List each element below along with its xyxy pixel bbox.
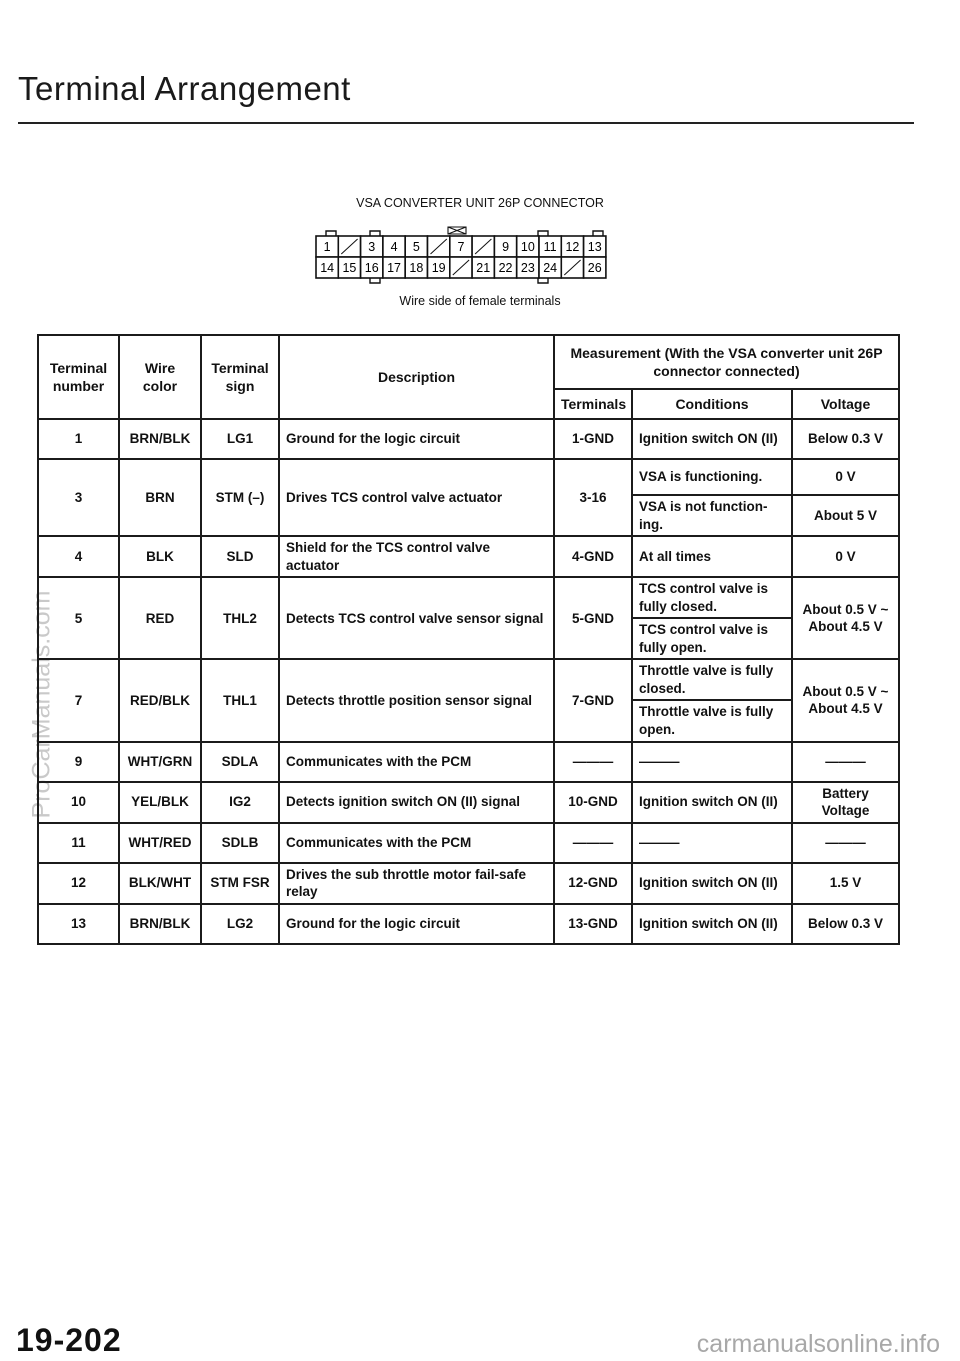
- table-row: [38, 536, 899, 577]
- terminal-sign-cell: LG2: [201, 904, 279, 944]
- terminal-label: 5: [412, 240, 420, 254]
- voltage-cell: About 0.5 V ~ About 4.5 V: [792, 577, 899, 659]
- description-cell: Communicates with the PCM: [279, 823, 554, 863]
- title-rule: [18, 122, 914, 124]
- voltage-cell: ———: [792, 742, 899, 782]
- wire-color-cell: RED: [119, 577, 201, 659]
- table-row: [38, 659, 899, 700]
- wire-color-cell: BLK/WHT: [119, 863, 201, 904]
- terminal-label: 14: [320, 261, 335, 275]
- terminal-table: [37, 334, 900, 945]
- table-row: [38, 782, 899, 823]
- condition-cell: TCS control valve is fully open.: [632, 618, 792, 659]
- watermark: ProCarManuals.com: [27, 590, 56, 819]
- terminal-label: 21: [476, 261, 491, 275]
- terminal-label: 3: [368, 240, 376, 254]
- header-measurement: Measurement (With the VSA converter unit 26P connector connected): [554, 335, 899, 389]
- voltage-cell: 0 V: [792, 536, 899, 577]
- terminal-number-cell: 11: [38, 823, 119, 863]
- terminal-label: 17: [387, 261, 402, 275]
- terminal-number-cell: 1: [38, 419, 119, 459]
- condition-cell: ———: [632, 742, 792, 782]
- page-number: 19-202: [16, 1322, 122, 1358]
- terminals-cell: ———: [554, 742, 632, 782]
- terminal-label: 26: [587, 261, 602, 275]
- footer-site: carmanualsonline.info: [696, 1330, 940, 1358]
- description-cell: Ground for the logic circuit: [279, 904, 554, 944]
- terminal-number-cell: 4: [38, 536, 119, 577]
- terminal-sign-cell: SDLA: [201, 742, 279, 782]
- terminal-label: 9: [502, 240, 510, 254]
- table-row: [38, 863, 899, 904]
- terminals-cell: 1-GND: [554, 419, 632, 459]
- condition-cell: VSA is not function-ing.: [632, 495, 792, 536]
- terminal-sign-cell: IG2: [201, 782, 279, 823]
- description-cell: Detects TCS control valve sensor signal: [279, 577, 554, 659]
- terminal-sign-cell: THL1: [201, 659, 279, 741]
- terminal-label: 4: [390, 240, 398, 254]
- header-description: Description: [279, 335, 554, 419]
- terminals-cell: 7-GND: [554, 659, 632, 741]
- voltage-cell: Battery Voltage: [792, 782, 899, 823]
- terminal-label: 12: [565, 240, 580, 254]
- condition-cell: Throttle valve is fully closed.: [632, 659, 792, 700]
- condition-cell: VSA is functioning.: [632, 459, 792, 495]
- terminal-number-cell: 10: [38, 782, 119, 823]
- condition-cell: Ignition switch ON (II): [632, 863, 792, 904]
- header-terminal-number: Terminal number: [38, 335, 119, 419]
- description-cell: Ground for the logic circuit: [279, 419, 554, 459]
- terminal-label: 11: [543, 240, 557, 254]
- terminal-label: 1: [323, 240, 331, 254]
- description-cell: Communicates with the PCM: [279, 742, 554, 782]
- terminal-number-cell: 9: [38, 742, 119, 782]
- description-cell: Drives the sub throttle motor fail-safe relay: [279, 863, 554, 904]
- terminal-sign-cell: LG1: [201, 419, 279, 459]
- description-cell: Shield for the TCS control valve actuator: [279, 536, 554, 577]
- table-row: [38, 419, 899, 459]
- header-voltage: Voltage: [792, 389, 899, 419]
- condition-cell: At all times: [632, 536, 792, 577]
- condition-cell: TCS control valve is fully closed.: [632, 577, 792, 618]
- header-terminals: Terminals: [554, 389, 632, 419]
- terminal-number-cell: 7: [38, 659, 119, 741]
- terminal-number-cell: 5: [38, 577, 119, 659]
- table-row: [38, 904, 899, 944]
- terminals-cell: ———: [554, 823, 632, 863]
- terminal-sign-cell: SDLB: [201, 823, 279, 863]
- condition-cell: Ignition switch ON (II): [632, 904, 792, 944]
- connector-title: VSA CONVERTER UNIT 26P CONNECTOR: [356, 196, 604, 210]
- terminals-cell: 3-16: [554, 459, 632, 536]
- connector-lock: [448, 227, 466, 234]
- terminal-sign-cell: SLD: [201, 536, 279, 577]
- terminal-label: 15: [342, 261, 357, 275]
- wire-color-cell: YEL/BLK: [119, 782, 201, 823]
- terminal-label: 18: [409, 261, 424, 275]
- table-row: [38, 577, 899, 618]
- description-cell: Drives TCS control valve actuator: [279, 459, 554, 536]
- voltage-cell: ———: [792, 823, 899, 863]
- description-cell: Detects ignition switch ON (II) signal: [279, 782, 554, 823]
- terminal-number-cell: 13: [38, 904, 119, 944]
- terminal-sign-cell: THL2: [201, 577, 279, 659]
- terminal-label: 13: [587, 240, 602, 254]
- condition-cell: Ignition switch ON (II): [632, 419, 792, 459]
- terminal-label: 23: [520, 261, 535, 275]
- wire-color-cell: BRN/BLK: [119, 904, 201, 944]
- terminal-label: 16: [364, 261, 379, 275]
- terminal-label: 22: [498, 261, 513, 275]
- terminal-label: 19: [431, 261, 446, 275]
- terminal-label: 24: [543, 261, 558, 275]
- table-row: [38, 459, 899, 495]
- connector-diagram: [314, 224, 614, 295]
- header-terminal-sign: Terminal sign: [201, 335, 279, 419]
- connector-subtitle: Wire side of female terminals: [399, 294, 561, 308]
- condition-cell: ———: [632, 823, 792, 863]
- table-row: [38, 742, 899, 782]
- voltage-cell: 1.5 V: [792, 863, 899, 904]
- description-cell: Detects throttle position sensor signal: [279, 659, 554, 741]
- header-conditions: Conditions: [632, 389, 792, 419]
- wire-color-cell: WHT/GRN: [119, 742, 201, 782]
- voltage-cell: Below 0.3 V: [792, 904, 899, 944]
- wire-color-cell: RED/BLK: [119, 659, 201, 741]
- voltage-cell: 0 V: [792, 459, 899, 495]
- wire-color-cell: BRN/BLK: [119, 419, 201, 459]
- voltage-cell: About 0.5 V ~ About 4.5 V: [792, 659, 899, 741]
- page-title: Terminal Arrangement: [18, 70, 351, 107]
- terminals-cell: 4-GND: [554, 536, 632, 577]
- table-row: [38, 823, 899, 863]
- condition-cell: Ignition switch ON (II): [632, 782, 792, 823]
- voltage-cell: Below 0.3 V: [792, 419, 899, 459]
- header-wire-color: Wire color: [119, 335, 201, 419]
- wire-color-cell: BRN: [119, 459, 201, 536]
- terminal-number-cell: 3: [38, 459, 119, 536]
- terminal-number-cell: 12: [38, 863, 119, 904]
- terminal-sign-cell: STM FSR: [201, 863, 279, 904]
- terminals-cell: 5-GND: [554, 577, 632, 659]
- terminals-cell: 10-GND: [554, 782, 632, 823]
- terminals-cell: 12-GND: [554, 863, 632, 904]
- terminal-sign-cell: STM (–): [201, 459, 279, 536]
- terminals-cell: 13-GND: [554, 904, 632, 944]
- terminal-label: 7: [457, 240, 465, 254]
- wire-color-cell: WHT/RED: [119, 823, 201, 863]
- condition-cell: Throttle valve is fully open.: [632, 700, 792, 741]
- terminal-label: 10: [520, 240, 535, 254]
- voltage-cell: About 5 V: [792, 495, 899, 536]
- wire-color-cell: BLK: [119, 536, 201, 577]
